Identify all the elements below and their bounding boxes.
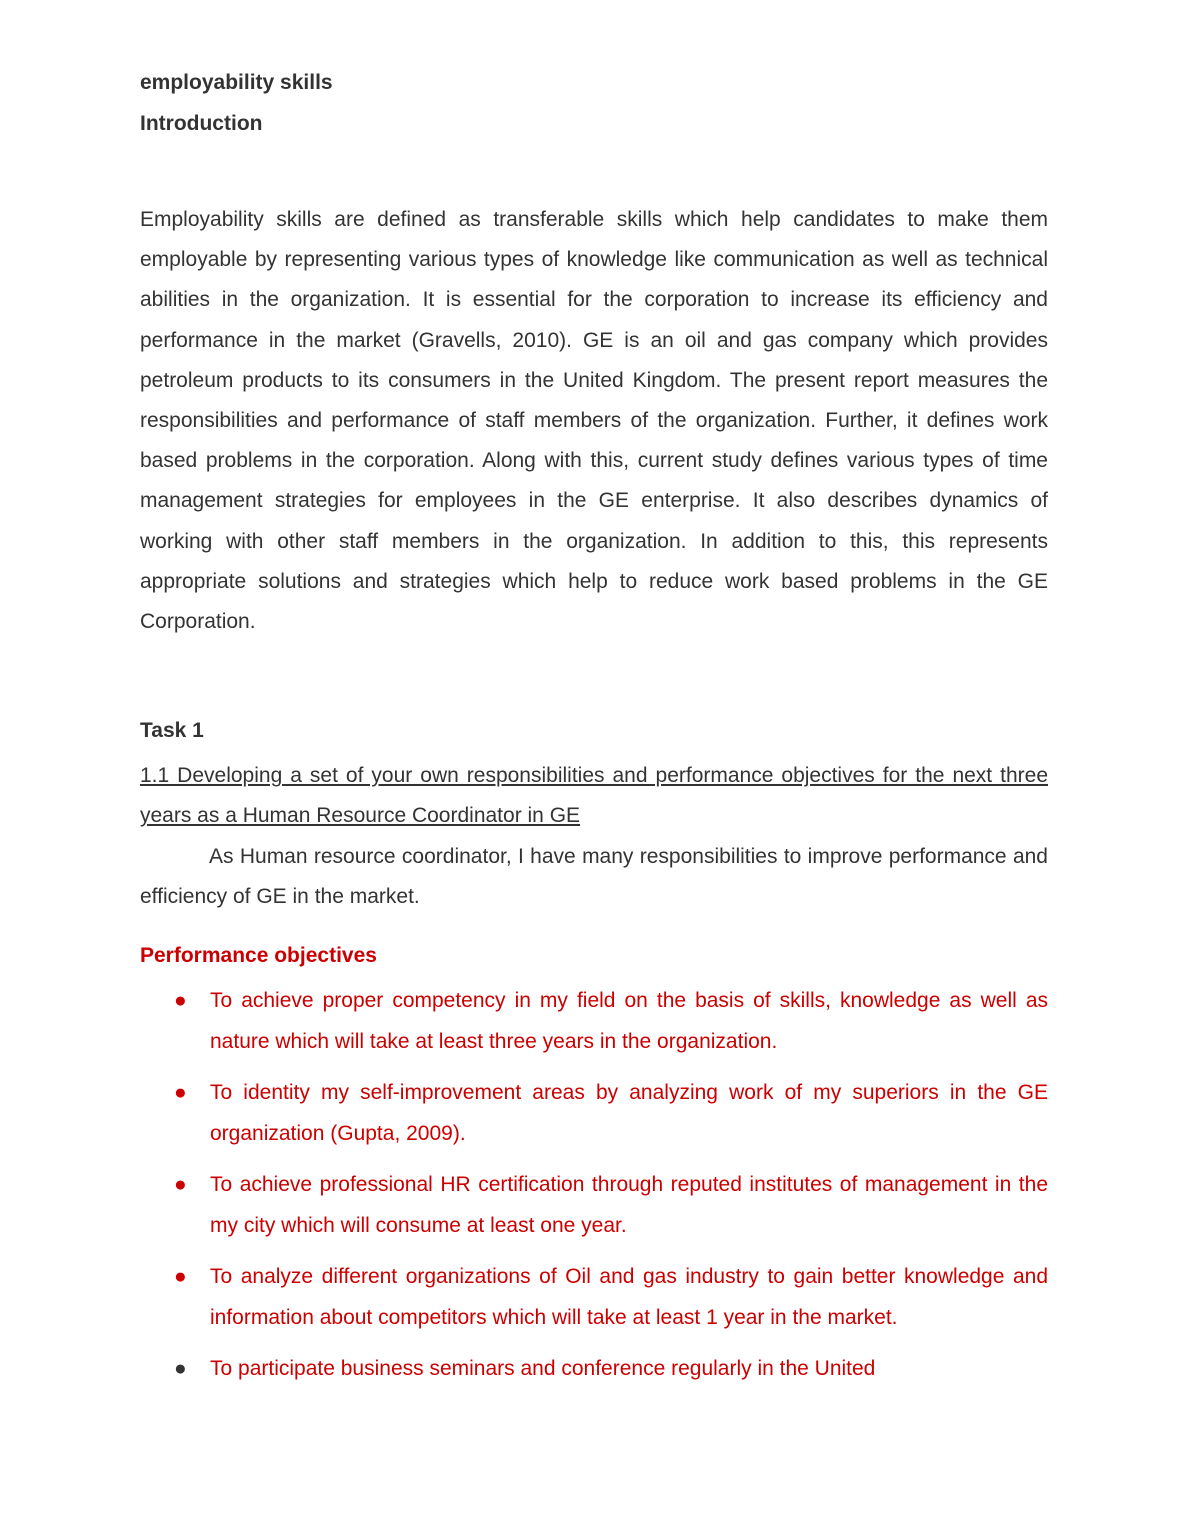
list-item bbox=[140, 981, 1048, 1062]
list-item-text: To analyze different organizations of Oil and gas industry to gain better knowledge and information about competitors which will take at least 1 year in the market. bbox=[210, 1265, 1048, 1329]
list-item bbox=[140, 1165, 1048, 1246]
introduction-heading: Introduction bbox=[140, 112, 263, 135]
list-item bbox=[140, 1073, 1048, 1154]
task-1-heading: Task 1 bbox=[140, 719, 204, 743]
subtask-1-1-heading: 1.1 Developing a set of your own responsibilities and performance objectives for the next three years as a Human Resource Coordinator in GE bbox=[140, 764, 1048, 828]
bullet-dot-icon: ● bbox=[174, 1265, 187, 1289]
bullet-dot-icon: ● bbox=[174, 1357, 187, 1381]
bullet-dot-icon: ● bbox=[174, 1173, 187, 1197]
performance-objectives-list bbox=[140, 981, 1048, 1390]
document-title: employability skills bbox=[140, 71, 333, 94]
bullet-dot-icon: ● bbox=[174, 989, 187, 1013]
bullet-dot-icon: ● bbox=[174, 1081, 187, 1105]
list-item-text: To achieve proper competency in my field on the basis of skills, knowledge as well as nature which will take at least three years in the organization. bbox=[210, 989, 1048, 1053]
introduction-paragraph: Employability skills are defined as transferable skills which help candidates to make them employable by representing various types of knowledge like communication as well as technical abilities in the organization. It is essential for the corporation to increase its efficiency and performance in the market (Gravells, 2010). GE is an oil and gas company which provides petroleum products to its consumers in the United Kingdom. The present report measures the responsibilities and performance of staff members of the organization. Further, it defines work based problems in the corporation. Along with this, current study defines various types of time management strategies for employees in the GE enterprise. It also describes dynamics of working with other staff members in the organization. In addition to this, this represents appropriate solutions and strategies which help to reduce work based problems in the GE Corporation. bbox=[140, 208, 1048, 634]
performance-objectives-heading: Performance objectives bbox=[140, 944, 377, 968]
list-item-text: To identity my self-improvement areas by analyzing work of my superiors in the GE organization (Gupta, 2009). bbox=[210, 1081, 1048, 1145]
list-item-text: To achieve professional HR certification through reputed institutes of management in the my city which will consume at least one year. bbox=[210, 1173, 1048, 1237]
list-item bbox=[140, 1349, 1048, 1390]
list-item bbox=[140, 1257, 1048, 1338]
list-item-text: To participate business seminars and conference regularly in the United bbox=[210, 1357, 876, 1381]
document-page bbox=[140, 68, 1048, 1401]
task-1-paragraph: As Human resource coordinator, I have many responsibilities to improve performance and efficiency of GE in the market. bbox=[140, 844, 1048, 908]
